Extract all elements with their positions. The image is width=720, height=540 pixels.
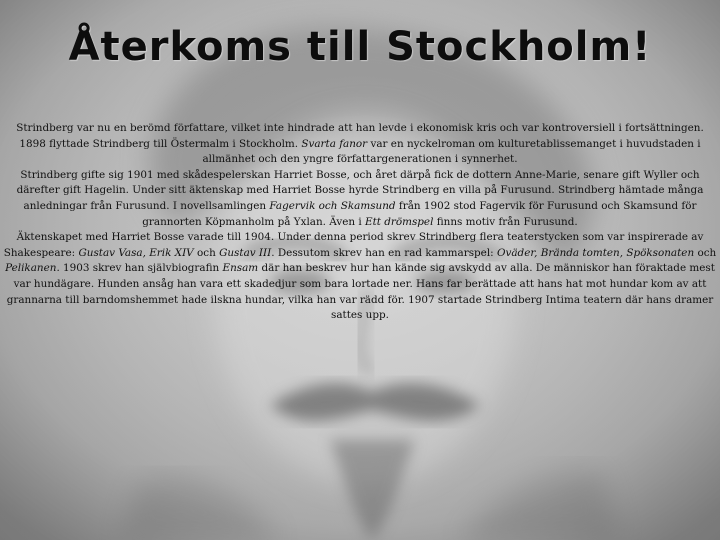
work-title-gustav-vasa-erik-xiv: Gustav Vasa, Erik XIV: [78, 246, 194, 259]
paragraph-text: finns motiv från Furusund.: [433, 215, 578, 228]
paragraph-text: Äktenskapet med Harriet Bosse varade till 1904. Under denna period skrev Strindberg flera teaterstycken som var inspirerade av Shakespeare:: [3, 231, 704, 259]
paragraph-text: var en nyckelroman om kulturetablissemanget i huvudstaden i allmänhet och den yngre författargenerationen i synnerhet.: [202, 137, 701, 166]
paragraph-text: . Dessutom skrev han en rad kammarspel:: [271, 246, 497, 259]
paragraph-text: Strindberg gifte sig 1901 med skådespelerskan Harriet Bosse, och året därpå fick de dottern Anne-Marie, senare gift Wyller och därefter gift Hagelin. Under sitt äktenskap med Harriet Bosse hyrde Strindberg en villa på Furusund. Strindberg hämtade många anledningar från Furusund. I novellsamlingen: [16, 168, 704, 212]
paragraph-3: [3, 230, 717, 324]
paragraph-1: [3, 121, 717, 168]
paragraph-text: . 1903 skrev han självbiografin: [56, 262, 223, 275]
work-title-fagervik-och-skamsund: Fagervik och Skamsund: [269, 199, 396, 212]
work-title-ensam: Ensam: [222, 262, 259, 275]
slide-body-text: [3, 121, 717, 324]
work-title-ett-dromspel: Ett drömspel: [364, 215, 434, 228]
paragraph-text: och: [193, 246, 220, 259]
slide-title: Återkoms till Stockholm!: [68, 24, 652, 70]
work-title-pelikanen: Pelikanen: [5, 262, 57, 275]
work-title-gustav-iii: Gustav III: [219, 246, 272, 259]
paragraph-text: där han beskrev hur han kände sig avskydd av alla. De människor han föraktade mest var hundägare. Hunden ansåg han vara ett skadedjur som bara lortade ner. Hans far berättade att hans hat mot hundar kom av att grannarna till barndomshemmet hade ilskna hundar, vilka han var rädd för. 1907 startade Strindberg Intima teatern där hans dramer sattes upp.: [6, 262, 715, 322]
work-title-svarta-fanor: Svarta fanor: [301, 137, 368, 150]
paragraph-2: [3, 168, 717, 230]
paragraph-text: och: [694, 246, 717, 259]
work-title-ovader-branda-tomten-spoksonaten: Oväder, Brända tomten, Spöksonaten: [496, 246, 695, 259]
paragraph-text: Strindberg var nu en berömd författare, vilket inte hindrade att han levde i ekonomisk kris och var kontroversiell i fortsättningen. 1898 flyttade Strindberg till Östermalm i Stockholm.: [16, 122, 704, 150]
paragraph-text: från 1902 stod Fagervik för Furusund och Skamsund för grannorten Köpmanholm på Yxlan. Även i: [142, 199, 697, 228]
